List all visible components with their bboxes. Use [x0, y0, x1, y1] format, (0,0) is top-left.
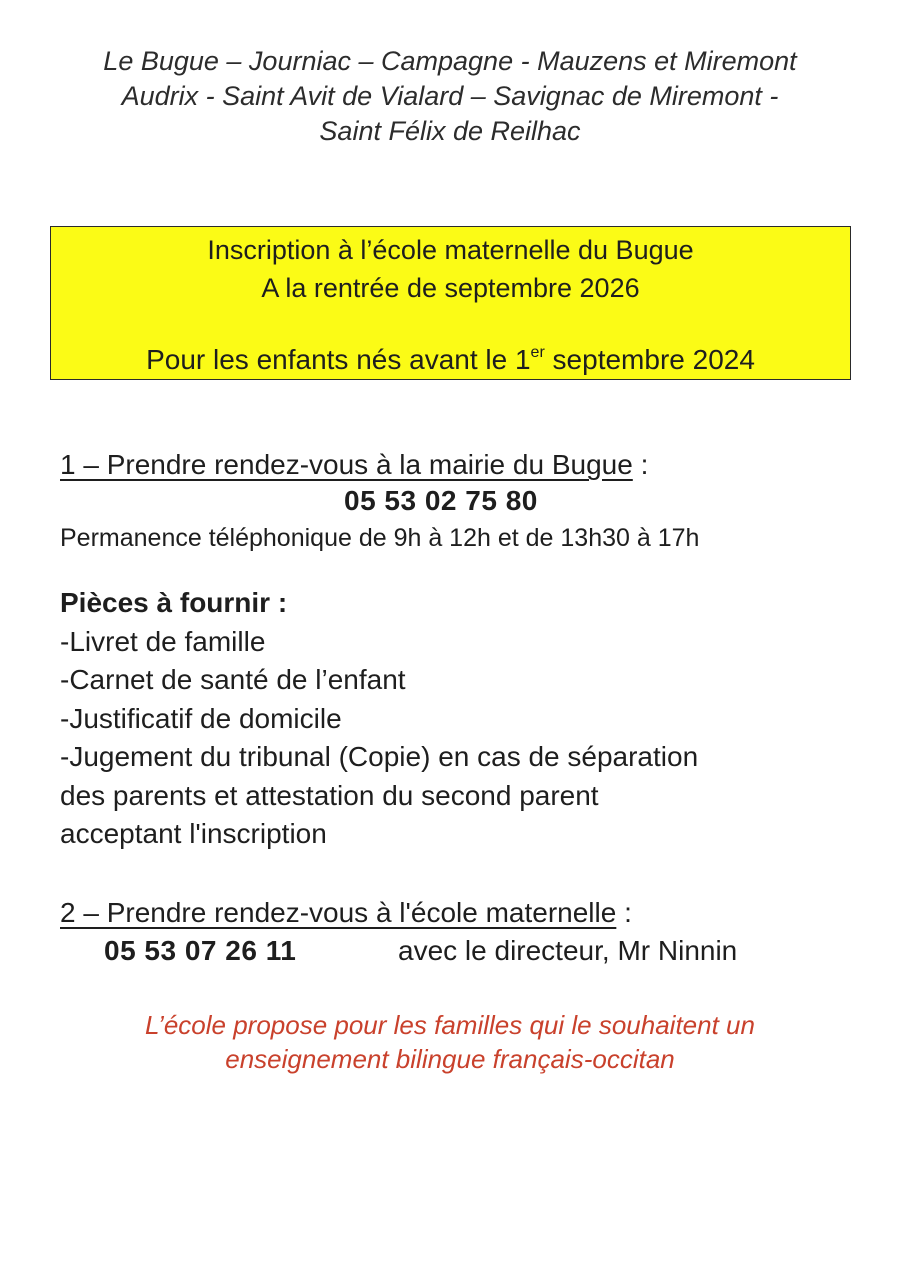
document-item: -Livret de famille [60, 625, 266, 657]
communes-header [0, 44, 900, 149]
communes-line-1: Le Bugue – Journiac – Campagne - Mauzens et Miremont [103, 46, 797, 76]
banner-eligibility [51, 341, 850, 384]
step-1-colon: : [632, 449, 649, 480]
documents-title: Pièces à fournir : [60, 587, 288, 618]
ordinal-superscript: er [530, 344, 545, 361]
banner-school-year: A la rentrée de septembre 2026 [261, 273, 640, 303]
step-2-colon: : [616, 897, 632, 928]
step-2-title: 2 – Prendre rendez-vous à l'école maternelle [60, 897, 617, 928]
document-item: acceptant l'inscription [60, 818, 327, 849]
eligibility-date: septembre 2024 [544, 344, 755, 375]
eligibility-text: Pour les enfants nés avant le 1 [146, 344, 531, 375]
bilingual-note [0, 1008, 900, 1076]
bilingual-note-line-2: enseignement bilingue français-occitan [225, 1044, 675, 1074]
step-1-title: 1 – Prendre rendez-vous à la mairie du Bugue [60, 449, 633, 480]
communes-line-3: Saint Félix de Reilhac [319, 116, 581, 146]
document-item: -Jugement du tribunal (Copie) en cas de séparation [60, 741, 699, 772]
director-contact: avec le directeur, Mr Ninnin [398, 935, 738, 966]
documents-list [60, 584, 698, 854]
communes-line-2: Audrix - Saint Avit de Vialard – Savignac de Miremont - [121, 81, 779, 111]
phone-hours: Permanence téléphonique de 9h à 12h et de 13h30 à 17h [60, 524, 700, 552]
school-phone: 05 53 07 26 11 [104, 935, 297, 966]
bilingual-note-line-1: L’école propose pour les familles qui le souhaitent un [145, 1010, 755, 1040]
document-item: des parents et attestation du second parent [60, 779, 599, 811]
document-item: -Justificatif de domicile [60, 702, 342, 734]
town-hall-phone: 05 53 02 75 80 [344, 485, 538, 516]
document-item: -Carnet de santé de l’enfant [60, 664, 406, 695]
step-1-heading [60, 447, 648, 483]
banner-title: Inscription à l’école maternelle du Bugue [207, 235, 694, 265]
step-2-heading [60, 895, 632, 931]
registration-banner [50, 226, 851, 380]
